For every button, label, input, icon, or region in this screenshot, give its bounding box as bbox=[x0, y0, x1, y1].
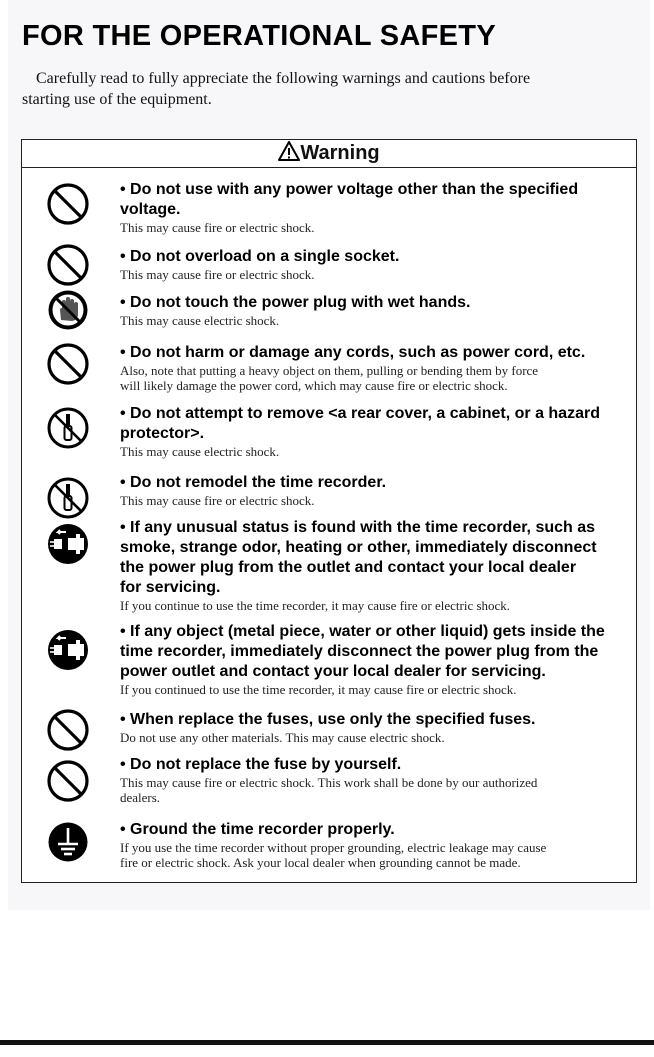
no-wet-hands-icon bbox=[46, 288, 90, 332]
warning-header bbox=[22, 140, 636, 168]
page-title: FOR THE OPERATIONAL SAFETY bbox=[22, 20, 496, 52]
warning-item-desc: fire or electric shock. Ask your local dealer when grounding cannot be made. bbox=[120, 855, 521, 870]
ground-icon bbox=[46, 820, 90, 864]
prohibition-icon bbox=[46, 759, 90, 803]
warning-item-desc: If you continue to use the time recorder, it may cause fire or electric shock. bbox=[120, 598, 511, 613]
warning-item-title: voltage. bbox=[120, 201, 181, 218]
warning-item-desc: This may cause fire or electric shock. bbox=[120, 493, 315, 508]
warning-item-text bbox=[120, 343, 620, 393]
warning-item-title: • Ground the time recorder properly. bbox=[120, 821, 395, 838]
warning-header-text bbox=[278, 142, 379, 164]
warning-item-desc: Do not use any other materials. This may cause electric shock. bbox=[120, 730, 445, 745]
warning-item-text bbox=[120, 710, 620, 745]
warning-item-text bbox=[120, 755, 620, 805]
warning-item-desc: If you continued to use the time recorder, it may cause fire or electric shock. bbox=[120, 682, 517, 697]
warning-item-text bbox=[120, 247, 620, 282]
warning-item-title: • If any object (metal piece, water or other liquid) gets inside the bbox=[120, 623, 605, 640]
no-disassembly-icon bbox=[46, 476, 90, 520]
warning-item-desc: This may cause fire or electric shock. bbox=[120, 267, 315, 282]
warning-item-text bbox=[120, 820, 620, 870]
warning-item-title: power outlet and contact your local dealer for servicing. bbox=[120, 663, 546, 680]
warning-item-text bbox=[120, 473, 620, 508]
warning-item-text bbox=[120, 293, 620, 328]
prohibition-icon bbox=[46, 342, 90, 386]
warning-item-title: protector>. bbox=[120, 425, 205, 442]
warning-item-title: • Do not attempt to remove <a rear cover, a cabinet, or a hazard bbox=[120, 405, 600, 422]
warning-item-title: for servicing. bbox=[120, 579, 221, 596]
warning-box bbox=[21, 139, 637, 883]
warning-item-text bbox=[120, 518, 620, 613]
warning-title: Warning bbox=[300, 142, 380, 164]
warning-item-title: • Do not replace the fuse by yourself. bbox=[120, 756, 402, 773]
warning-item-title: the power plug from the outlet and contact your local dealer bbox=[120, 559, 577, 576]
warning-item-desc: This may cause electric shock. bbox=[120, 313, 280, 328]
warning-item-title: • Do not remodel the time recorder. bbox=[120, 474, 387, 491]
warning-item-desc: This may cause fire or electric shock. This work shall be done by our authorized bbox=[120, 775, 538, 790]
warning-item-desc: This may cause electric shock. bbox=[120, 444, 280, 459]
intro-line: starting use of the equipment. bbox=[22, 91, 212, 108]
warning-item-title: • When replace the fuses, use only the specified fuses. bbox=[120, 711, 536, 728]
warning-item-text bbox=[120, 622, 620, 697]
warning-item-title: smoke, strange odor, heating or other, immediately disconnect bbox=[120, 539, 597, 556]
warning-item-desc: Also, note that putting a heavy object on them, pulling or bending them by force bbox=[120, 363, 539, 378]
prohibition-icon bbox=[46, 708, 90, 752]
warning-item-title: time recorder, immediately disconnect the power plug from the bbox=[120, 643, 599, 660]
intro-paragraph bbox=[22, 68, 642, 110]
warning-item-title: • Do not harm or damage any cords, such as power cord, etc. bbox=[120, 344, 586, 361]
intro-line: Carefully read to fully appreciate the following warnings and cautions before bbox=[36, 70, 531, 87]
warning-item-desc: If you use the time recorder without proper grounding, electric leakage may cause bbox=[120, 840, 547, 855]
warning-item-desc: dealers. bbox=[120, 790, 161, 805]
warning-item-title: • Do not use with any power voltage other than the specified bbox=[120, 181, 579, 198]
warning-item-title: • Do not overload on a single socket. bbox=[120, 248, 400, 265]
bottom-rule bbox=[0, 1040, 654, 1045]
unplug-icon bbox=[46, 628, 90, 672]
warning-item-desc: This may cause fire or electric shock. bbox=[120, 220, 315, 235]
prohibition-icon bbox=[46, 243, 90, 287]
warning-item-title: • Do not touch the power plug with wet hands. bbox=[120, 294, 471, 311]
warning-triangle-icon bbox=[278, 141, 300, 161]
no-disassembly-icon bbox=[46, 406, 90, 450]
warning-item-text bbox=[120, 404, 620, 459]
unplug-icon bbox=[46, 522, 90, 566]
prohibition-icon bbox=[46, 182, 90, 226]
warning-item-title: • If any unusual status is found with the time recorder, such as bbox=[120, 519, 596, 536]
warning-item-desc: will likely damage the power cord, which may cause fire or electric shock. bbox=[120, 378, 508, 393]
warning-item-text bbox=[120, 180, 620, 235]
